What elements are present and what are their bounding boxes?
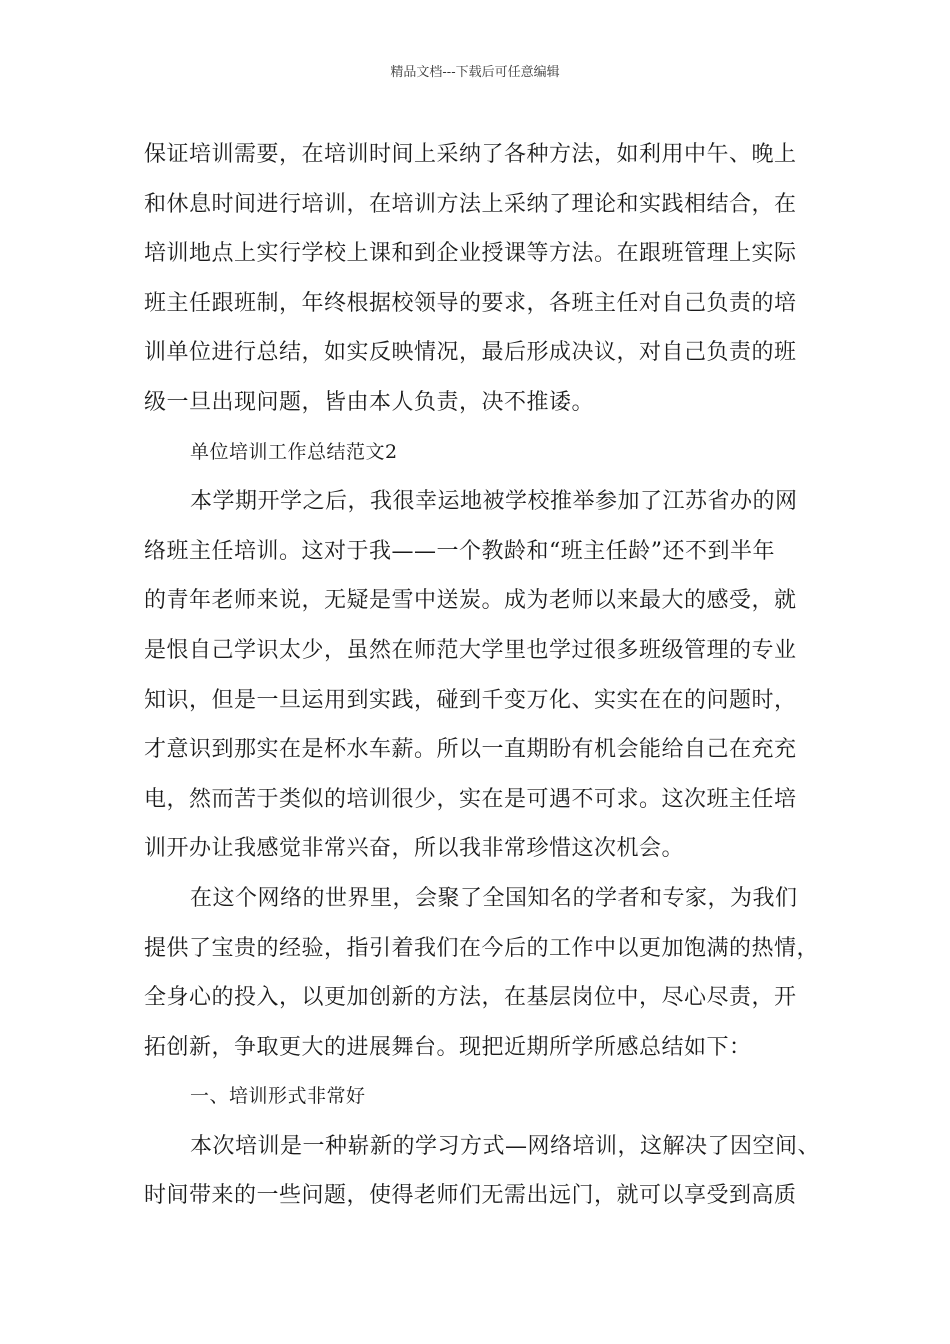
text-line: 级一旦出现问题，皆由本人负责，决不推诿。	[144, 389, 595, 415]
text-line: 络班主任培训。这对于我——一个教龄和“班主任龄”还不到半年	[144, 538, 775, 564]
section-title: 单位培训工作总结范文2	[190, 440, 398, 463]
text-line: 是恨自己学识太少，虽然在师范大学里也学过很多班级管理的专业	[144, 637, 797, 663]
document-body	[144, 130, 821, 1221]
text-line: 训开办让我感觉非常兴奋，所以我非常珍惜这次机会。	[144, 836, 685, 862]
text-line: 班主任跟班制，年终根据校领导的要求，各班主任对自己负责的培	[144, 290, 797, 316]
text-line: 本次培训是一种崭新的学习方式—网络培训，这解决了因空间、	[190, 1133, 821, 1159]
text-line: 在这个网络的世界里，会聚了全国知名的学者和专家，为我们	[190, 885, 798, 911]
text-line: 训单位进行总结，如实反映情况，最后形成决议，对自己负责的班	[144, 340, 797, 366]
text-line: 保证培训需要，在培训时间上采纳了各种方法，如利用中午、晚上	[144, 142, 797, 167]
text-line: 本学期开学之后，我很幸运地被学校推举参加了江苏省办的网	[190, 489, 798, 515]
text-line: 和休息时间进行培训，在培训方法上采纳了理论和实践相结合，在	[144, 191, 797, 217]
text-line: 的青年老师来说，无疑是雪中送炭。成为老师以来最大的感受，就	[144, 588, 797, 614]
text-line: 时间带来的一些问题，使得老师们无需出远门，就可以享受到高质	[144, 1183, 797, 1209]
page-header: 精品文档---下载后可任意编辑	[390, 65, 560, 80]
text-line: 知识，但是一旦运用到实践，碰到千变万化、实实在在的问题时，	[144, 687, 797, 713]
text-line: 电，然而苦于类似的培训很少，实在是可遇不可求。这次班主任培	[144, 786, 797, 812]
text-line: 拓创新，争取更大的进展舞台。现把近期所学所感总结如下：	[144, 1034, 752, 1060]
text-line: 培训地点上实行学校上课和到企业授课等方法。在跟班管理上实际	[144, 241, 797, 267]
text-line: 才意识到那实在是杯水车薪。所以一直期盼有机会能给自己在充充	[144, 737, 797, 763]
text-line: 全身心的投入，以更加创新的方法，在基层岗位中，尽心尽责，开	[144, 985, 797, 1011]
text-line: 提供了宝贵的经验，指引着我们在今后的工作中以更加饱满的热情，	[144, 935, 820, 961]
section-heading: 一、培训形式非常好	[190, 1085, 366, 1108]
